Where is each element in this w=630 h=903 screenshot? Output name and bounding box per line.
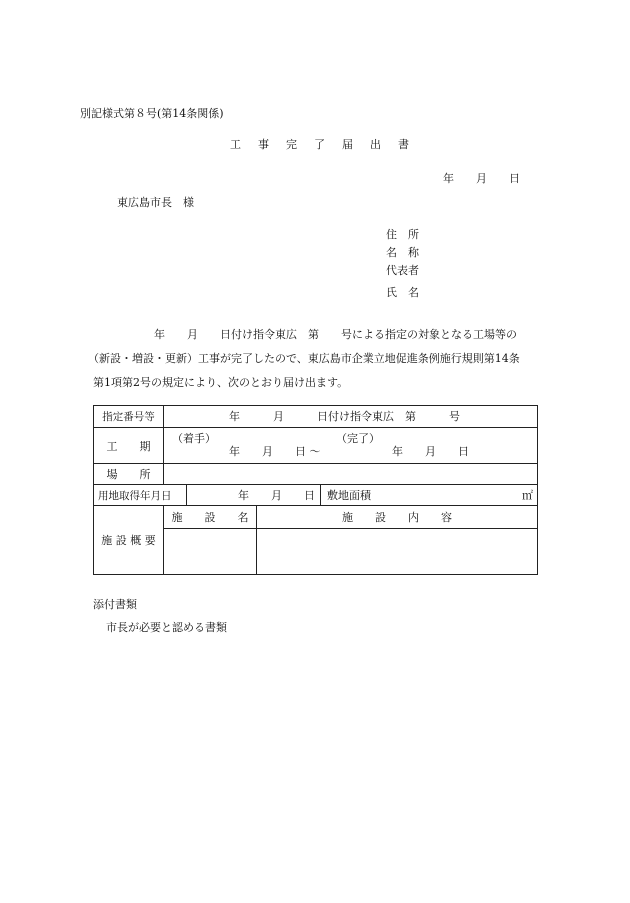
location-value-cell[interactable]: [164, 464, 538, 485]
facility-content-header: 施 設 内 容: [257, 506, 538, 529]
body-line-1: 年 月 日付け指令東広 第 号による指定の対象となる工場等の: [154, 328, 517, 341]
land-acquisition-value-cell[interactable]: [187, 485, 321, 506]
report-table: [93, 405, 538, 575]
designation-value: 年 月 日付け指令東広 第 号: [229, 410, 460, 423]
body-line-2: （新設・増設・更新）工事が完了したので、東広島市企業立地促進条例施行規則第14条: [88, 352, 520, 365]
attachments-title: 添付書類: [93, 598, 137, 611]
period-start-tag: （着手）: [172, 432, 216, 445]
period-start: 年 月 日 〜: [229, 445, 321, 458]
land-acquisition-label: 用地取得年月日: [94, 485, 187, 506]
addressee: 東広島市長 様: [117, 196, 194, 209]
applicant-person-label: 氏 名: [386, 286, 419, 299]
facility-content-value[interactable]: [257, 529, 538, 575]
facility-name-value[interactable]: [164, 529, 257, 575]
designation-label: 指定番号等: [94, 406, 164, 428]
applicant-name-label: 名 称: [386, 246, 419, 259]
body-line-3: 第1項第2号の規定により、次のとおり届け出ます。: [93, 376, 349, 389]
row-construction-period: [94, 428, 538, 464]
facility-overview-label: 施 設 概 要: [94, 506, 164, 575]
row-facility-header: [94, 506, 538, 529]
row-designation: [94, 406, 538, 428]
form-label: 別記様式第８号(第14条関係): [80, 107, 224, 120]
attachments-item: 市長が必要と認める書類: [106, 621, 227, 634]
row-land-acquisition: [94, 485, 538, 506]
site-area-label: 敷地面積: [327, 489, 371, 502]
applicant-address-label: 住 所: [386, 228, 419, 241]
applicant-representative-label: 代表者: [386, 264, 419, 277]
row-location: [94, 464, 538, 485]
period-label: 工 期: [94, 428, 164, 464]
facility-name-header: 施 設 名: [164, 506, 257, 529]
date-line: 年 月 日: [443, 172, 520, 185]
period-value-cell[interactable]: [164, 428, 538, 464]
designation-value-cell[interactable]: [164, 406, 538, 428]
site-area-cell[interactable]: [321, 485, 538, 506]
period-end: 年 月 日: [392, 445, 469, 458]
site-area-unit: ㎡: [522, 489, 533, 502]
document-title: 工 事 完 了 届 出 書: [230, 138, 412, 151]
location-label: 場 所: [94, 464, 164, 485]
land-acquisition-value: 年 月 日: [238, 489, 315, 502]
period-end-tag: （完了）: [336, 432, 380, 445]
